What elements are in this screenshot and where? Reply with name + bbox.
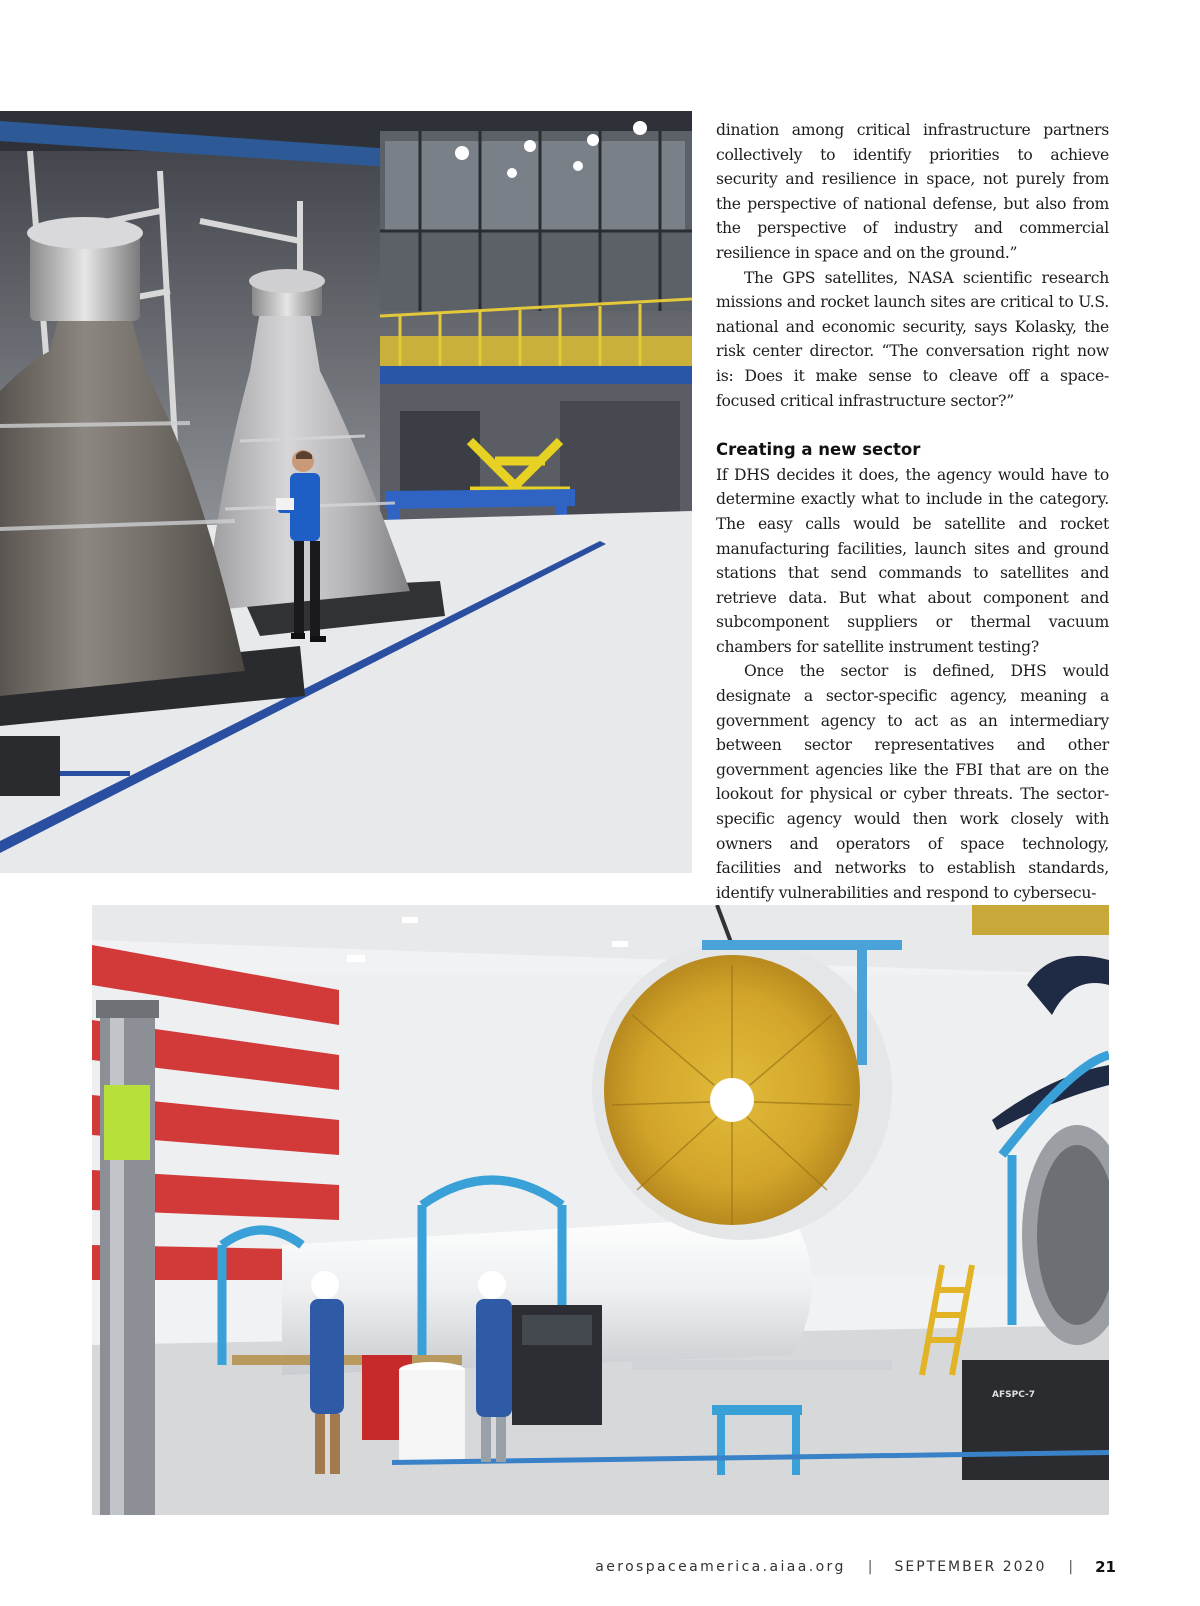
section-subheading: Creating a new sector [716, 440, 921, 460]
engine-nozzles-photo [0, 111, 692, 873]
footer-issue-date: SEPTEMBER 2020 [894, 1559, 1047, 1575]
page-number: 21 [1095, 1558, 1116, 1576]
page-footer [595, 1555, 1116, 1579]
assembly-hall-photo [92, 905, 1109, 1515]
article-text-column [716, 118, 1109, 905]
footer-separator: | [1068, 1559, 1074, 1575]
afspc-sign [962, 1360, 1109, 1480]
footer-separator: | [867, 1559, 873, 1575]
footer-site-url: aerospaceamerica.aiaa.org [595, 1559, 846, 1575]
afspc-sign-label: AFSPC-7 [992, 1390, 1036, 1400]
article-paragraph: dination among critical infrastructure partners collectively to identify priorities to achieve security and resilience in space, not purely from the perspective of national defense, but also from the perspective of industry and commercial resilience in space and on the ground.” [716, 121, 1109, 262]
article-paragraph: Once the sector is defined, DHS would designate a sector-specific agency, meaning a government agency to act as an intermediary between sector representatives and other government agencies like the FBI that are on the lookout for physical or cyber threats. The sector-specific agency would then work closely with owners and operators of space technology, facilities and networks to establish standards, identify vulnerabilities and respond to cybersecu- [716, 662, 1109, 902]
article-paragraph: The GPS satellites, NASA scientific research missions and rocket launch sites are critical to U.S. national and economic security, says Kolasky, the risk center director. “The conversation right now is: Does it make sense to cleave off a space-focused critical infrastructure sector?” [716, 268, 1109, 410]
article-paragraph: If DHS decides it does, the agency would have to determine exactly what to include in the category. The easy calls would be satellite and rocket manufacturing facilities, launch sites and ground stations that send commands to satellites and retrieve data. But what about component and subcomponent suppliers or thermal vacuum chambers for satellite instrument testing? [716, 465, 1109, 656]
